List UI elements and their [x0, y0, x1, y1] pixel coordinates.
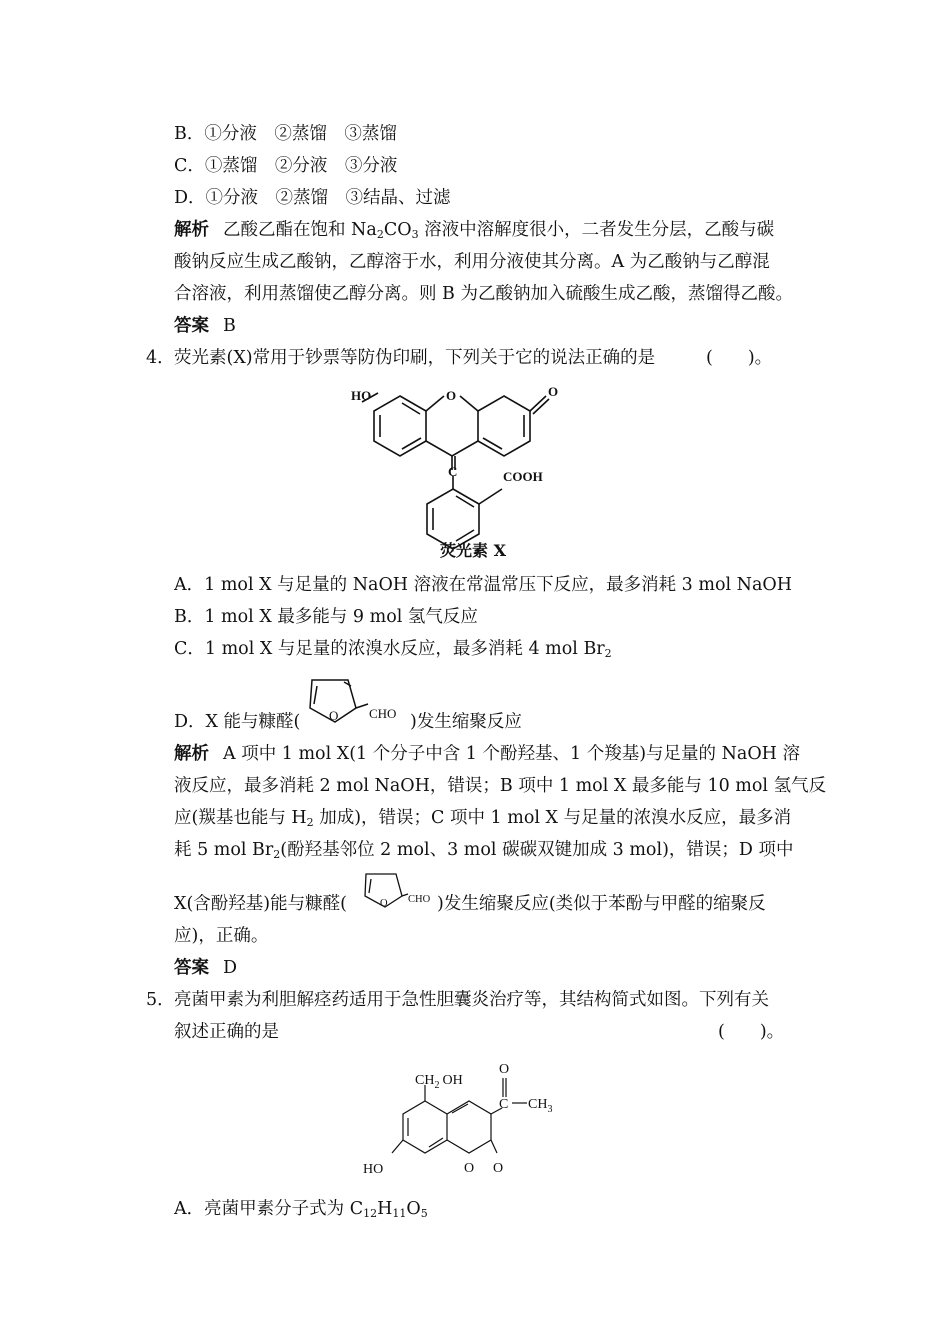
- furfural-cho: CHO: [369, 706, 397, 721]
- q4-option-c: C．1 mol X 与足量的浓溴水反应，最多消耗 4 mol $Br_2$: [174, 639, 612, 660]
- q3-analysis-line-1: 解析 乙酸乙酯在饱和 $Na_2CO_3$ 溶液中溶解度很小，二者发生分层，乙酸与碳: [174, 220, 775, 241]
- armillarisin-acyl-oxygen: O: [499, 1062, 510, 1077]
- armillarisin-ring-oxygen: O: [464, 1161, 475, 1176]
- armillarisin-acyl-carbon: C: [499, 1097, 509, 1112]
- q4-answer: [174, 956, 237, 980]
- q4-option-d-suffix: )发生缩聚反应: [410, 712, 522, 732]
- q3-option-c: C．①蒸馏 ②分液 ③分液: [174, 156, 398, 176]
- q4-number: 4．: [146, 348, 175, 368]
- q4-analysis-line-5-suffix: )发生缩聚反应(类似于苯酚与甲醛的缩聚反: [437, 894, 766, 914]
- q3-answer-value: B: [223, 316, 236, 336]
- q4-option-d-prefix: D．X 能与糠醛(: [174, 712, 301, 732]
- q4-option-a: A．1 mol X 与足量的 NaOH 溶液在常温常压下反应，最多消耗 3 mol NaOH: [174, 575, 793, 595]
- q4-option-b: B．1 mol X 最多能与 9 mol 氢气反应: [174, 607, 478, 627]
- furfural-small-cho: CHO: [408, 894, 431, 905]
- q3-analysis-label: 解析: [174, 220, 209, 240]
- q5-option-a: A．亮菌甲素分子式为 $C_{12}H_{11}O_5$: [174, 1199, 428, 1220]
- q4-analysis-line-5-prefix: X(含酚羟基)能与糠醛(: [174, 894, 347, 914]
- furfural-structure: [302, 670, 412, 730]
- q4-answer-blank: ( )。: [706, 348, 773, 368]
- armillarisin-ho: HO: [363, 1162, 384, 1177]
- armillarisin-structure: [352, 1055, 567, 1180]
- fluorescein-ketone-oxygen: O: [548, 384, 559, 399]
- q4-analysis-label: 解析: [174, 744, 209, 764]
- furfural-oxygen: O: [329, 708, 339, 723]
- q3-analysis-line-3: 合溶液，利用蒸馏使乙醇分离。则 B 为乙酸钠加入硫酸生成乙酸，蒸馏得乙酸。: [174, 284, 793, 304]
- q3-answer: [174, 314, 236, 338]
- armillarisin-ch3: $CH_3$: [528, 1097, 553, 1115]
- q4-analysis-line-3: 应(羰基也能与 $H_2$ 加成)，错误；C 项中 1 mol X 与足量的浓溴水反应，最多消: [174, 808, 792, 829]
- fluorescein-ring-oxygen: O: [446, 388, 457, 403]
- q4-answer-value: D: [223, 958, 238, 978]
- q4-answer-label: 答案: [174, 958, 209, 978]
- armillarisin-lactone-oxygen: O: [493, 1161, 504, 1176]
- q3-option-d: D．①分液 ②蒸馏 ③结晶、过滤: [174, 188, 451, 208]
- q5-answer-blank: ( )。: [718, 1022, 785, 1042]
- q3-answer-label: 答案: [174, 316, 209, 336]
- q3-analysis-line-2: 酸钠反应生成乙酸钠，乙醇溶于水，利用分液使其分离。A 为乙酸钠与乙醇混: [174, 252, 770, 272]
- q4-analysis-line-6: 应)，正确。: [174, 926, 269, 946]
- fluorescein-cooh-label: COOH: [503, 469, 543, 484]
- fluorescein-central-carbon: C: [448, 464, 458, 479]
- q5-stem-line-1: 亮菌甲素为利胆解痉药适用于急性胆囊炎治疗等，其结构简式如图。下列有关: [174, 990, 769, 1010]
- fluorescein-structure: [350, 378, 600, 558]
- fluorescein-ho-label: HO: [351, 388, 372, 403]
- armillarisin-ch2oh: $CH_2$ OH: [415, 1073, 463, 1091]
- q5-number: 5．: [146, 990, 175, 1010]
- fluorescein-caption: 荧光素 X: [440, 541, 506, 560]
- q4-stem: 荧光素(X)常用于钞票等防伪印刷，下列关于它的说法正确的是: [174, 348, 656, 368]
- furfural-structure-small: [360, 868, 440, 914]
- q4-analysis-line-1: 解析 A 项中 1 mol X(1 个分子中含 1 个酚羟基、1 个羧基)与足量的 NaOH 溶: [174, 744, 800, 764]
- q3-option-b: B．①分液 ②蒸馏 ③蒸馏: [174, 124, 397, 144]
- q4-analysis-line-4: 耗 5 mol $Br_2$(酚羟基邻位 2 mol、3 mol 碳碳双键加成 3 mol)，错误；D 项中: [174, 840, 794, 861]
- furfural-small-oxygen: O: [380, 898, 388, 909]
- q4-analysis-line-2: 液反应，最多消耗 2 mol NaOH，错误；B 项中 1 mol X 最多能与 10 mol 氢气反: [174, 776, 827, 796]
- q5-stem-line-2: 叙述正确的是: [174, 1022, 279, 1042]
